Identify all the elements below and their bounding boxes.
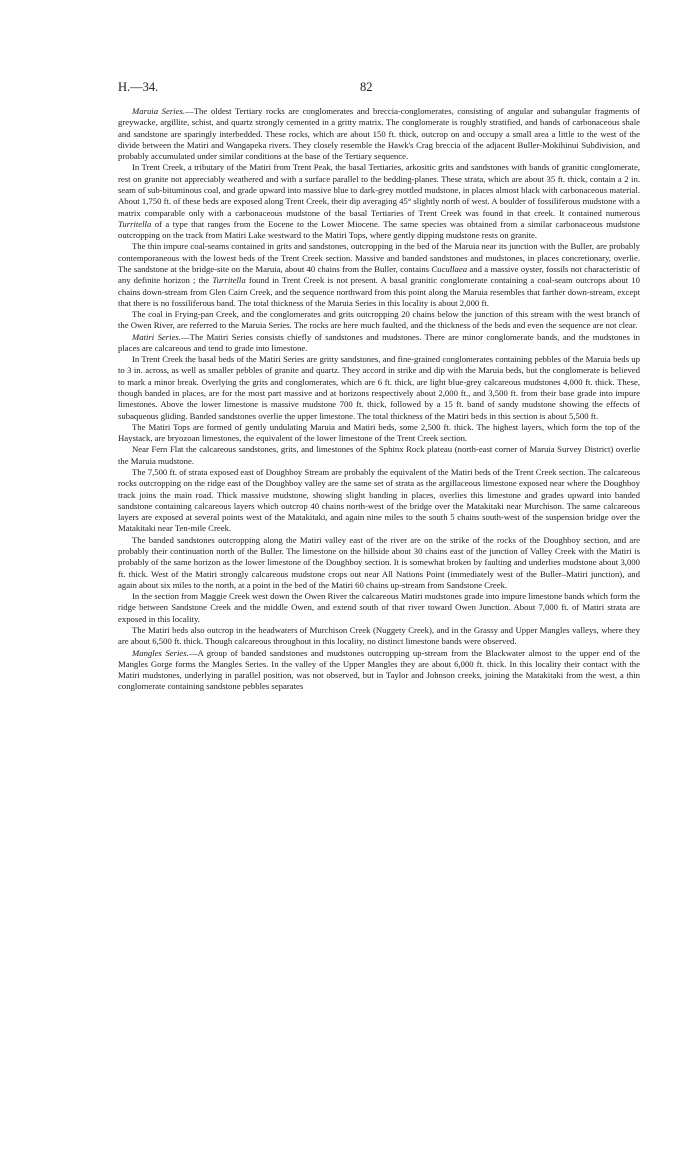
paragraph: The banded sandstones outcropping along the Matiri valley east of the river are on the strike of the rocks of the Doughboy section, and are probably their continuation north of the Buller. The limestone on the hillside about 30 chains east of the junction of Valley Creek with the Matiri is probably of the same horizon as the lower limestone of the Doughboy section. It is somewhat broken by faulting and underlies mudstone about 3,000 ft. thick. West of the Matiri strongly calcareous mudstone crops out near All Nations Point (immediately west of the Buller–Matiri junction), and again about six miles to the north, at a point in the bed of the Matiri 60 chains up-stream from Sandstone Creek. (118, 534, 640, 590)
paragraph: Near Fern Flat the calcareous sandstones, grits, and limestones of the Sphinx Rock plateau (north-east corner of Maruia Survey District) overlie the Maruia mudstone. (118, 444, 640, 466)
paragraph: In Trent Creek the basal beds of the Matiri Series are gritty sandstones, and fine-grained conglomerates containing pebbles of the Maruia beds up to 3 in. across, as well as smaller pebbles of granite and quartz. They accord in strike and dip with the Maruia beds, but the conglomerate is believed to mark a minor break. Overlying the grits and conglomerates, which are 6 ft. thick, are light blue-grey calcareous mudstones 4,000 ft. thick. These, though banded in places, are for the most part massive and at horizons respectively about 2,000 ft., and 3,500 ft. from their base grade into impure limestones. Above the lower limestone is massive mudstone 700 ft. thick, followed by a 15 ft. band of sandy mudstone showing the effects of subaqueous gliding. Banded sandstones overlie the upper limestone. The total thickness of the Matiri beds in this section is about 5,500 ft. (118, 354, 640, 421)
section-heading: Mangles Series. (132, 647, 189, 658)
paragraph: In the section from Maggie Creek west down the Owen River the calcareous Matiri mudstones grade into impure limestone bands which form the ridge between Sandstone Creek and the middle Owen, and extend south of that river toward Owen Junction. About 7,000 ft. of Matiri strata are exposed in this locality. (118, 591, 640, 624)
paragraph: The Matiri beds also outcrop in the headwaters of Murchison Creek (Nuggety Creek), and in the Grassy and Upper Mangles valleys, where they are about 6,500 ft. thick. Though calcareous throughout in this locality, no distinct limestone bands were observed. (118, 624, 640, 647)
body-text (118, 106, 640, 693)
paragraph: In Trent Creek, a tributary of the Matiri from Trent Peak, the basal Tertiaries, arkositic grits and sandstones with bands of granitic conglomerate, rest on granite not appreciably weathered and with a surface parallel to the bedding-planes. These strata, which are about 35 ft. thick, contain a 2 in. seam of sub-bituminous coal, and grade upward into massive blue to dark-grey mottled mudstone, in places almost black with carbonaceous material. About 1,750 ft. of these beds are exposed along Trent Creek, their dip averaging 45° slightly north of west. A boulder of fossiliferous mudstone with a matrix comparable only with a carbonaceous mudstone of the basal Tertiaries of Trent Creek was found in that creek. It contained numerous Turritella of a type that ranges from the Eocene to the Lower Miocene. The same species was obtained from a similar carbonaceous mudstone outcropping on the track from Matiri Lake westward to the Matiri Tops, where gently dipping mudstone rests on granite. (118, 162, 640, 241)
paragraph: The thin impure coal-seams contained in grits and sandstones, outcropping in the bed of the Maruia near its junction with the Buller, are probably contemporaneous with the lowest beds of the Trent Creek section. Massive and banded sandstones and mudstones, in places concretionary, overlie. The sandstone at the bridge-site on the Maruia, about 40 chains from the Buller, contains Cucullaea and a massive oyster, fossils not characteristic of any definite horizon ; the Turritella found in Trent Creek is not present. A basal granitic conglomerate containing a coal-seam outcrops about 10 chains down-stream from Glen Cairn Creek, and the sequence northward from this point along the Maruia resembles that farther down-stream, except that there is no fossiliferous band. The total thickness of the Maruia Series in this locality is about 2,000 ft. (118, 241, 640, 308)
document-id: H.—34. (118, 80, 159, 94)
paragraph-mangles-series: Mangles Series.—A group of banded sandstones and mudstones outcropping up-stream from the Blackwater almost to the upper end of the Mangles Gorge forms the Mangles Series. In the valley of the Upper Mangles they are about 6,000 ft. thick. In this locality their contact with the Matiri mudstones, underlying in parallel position, was not observed, but in Taylor and Johnson creeks, joining the Matakitaki from the west, a thin conglomerate containing sandstone pebbles separates (118, 647, 640, 692)
page-number: 82 (360, 80, 373, 94)
section-heading: Matiri Series. (132, 331, 181, 342)
paragraph: The 7,500 ft. of strata exposed east of Doughboy Stream are probably the equivalent of the Matiri beds of the Trent Creek section. The calcareous rocks outcropping on the ridge east of the Doughboy valley are the same set of strata as the argillaceous limestone exposed near where the Doughboy track joins the main road. Thick massive mudstone, showing slight banding in places, overlies this limestone and grades upward into banded sandstone containing calcareous layers which outcrop 40 chains north-west of the bridge over the Matakitaki near Murchison. The same calcareous layers are exposed at several points west of the Matakitaki, and again nine miles to the south 5 chains south-west of the suspension bridge over the Matakitaki near Ten-mile Creek. (118, 467, 640, 534)
paragraph: The Matiri Tops are formed of gently undulating Maruia and Matiri beds, some 2,500 ft. thick. The highest layers, which form the top of the Haystack, are bryozoan limestones, the equivalent of the lower limestone of the Trent Creek section. (118, 421, 640, 444)
page-header (118, 80, 640, 96)
paragraph-matiri-series: Matiri Series.—The Matiri Series consists chiefly of sandstones and mudstones. There are minor conglomerate bands, and the mudstones in places are calcareous and tend to grade into limestone. (118, 331, 641, 353)
paragraph: The coal in Frying-pan Creek, and the conglomerates and grits outcropping 20 chains below the junction of this stream with the west branch of the Owen River, are referred to the Maruia Series. The rocks are here much faulted, and the thickness of the beds and even the sequence are not clear. (118, 309, 640, 331)
section-heading: Maruia Series. (132, 106, 186, 116)
paragraph-maruia-series: Maruia Series.—The oldest Tertiary rocks are conglomerates and breccia-conglomerates, consisting of angular and subangular fragments of greywacke, argillite, schist, and quartz strongly cemented in a gritty matrix. The conglomerate is roughly stratified, and bands of carbonaceous shale and sandstone are sparingly interbedded. These rocks, which are about 150 ft. thick, outcrop on and occupy a small area a little to the west of the divide between the Matiri and Wangapeka rivers. They closely resemble the Hawk's Crag breccia of the adjacent Buller-Mokihinui Subdivision, and probably accumulated under similar conditions at the base of the Tertiary sequence. (118, 106, 641, 162)
